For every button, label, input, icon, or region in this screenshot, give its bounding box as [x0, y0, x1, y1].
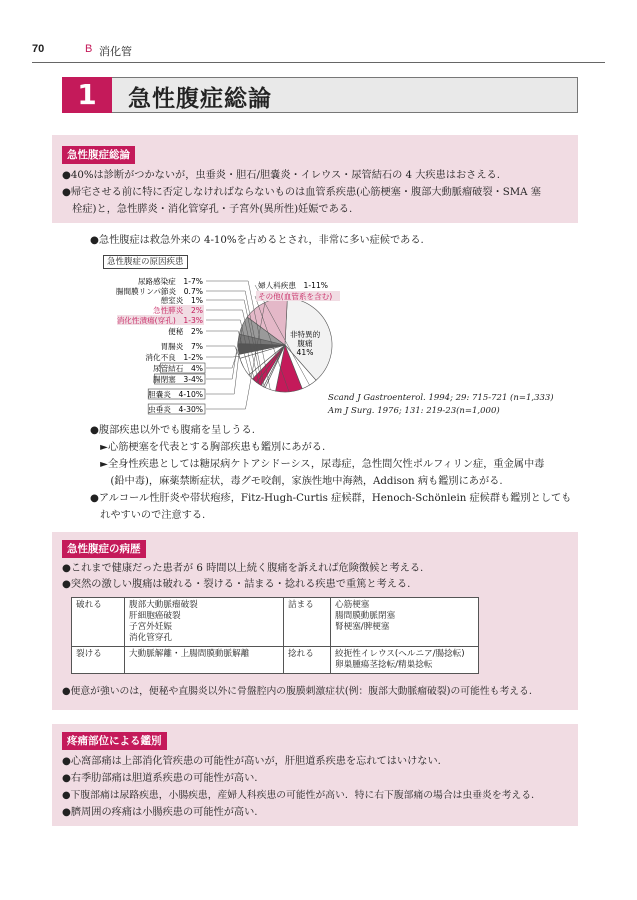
- pie-data-label: 急性膵炎 2%: [152, 306, 203, 315]
- body-line: (鉛中毒)，麻薬禁断症状，毒グモ咬創，家族性地中海熱，Addison 病も鑑別にあがる.: [90, 476, 503, 487]
- pie-data-label: 便秘 2%: [168, 327, 203, 336]
- chart-caption: 急性腹症の原因疾患: [103, 255, 188, 269]
- incidence-line: ●急性腹症は救急外来の 4-10%を占めるとされ，非常に多い症候である.: [90, 235, 424, 246]
- body-line: ►心筋梗塞を代表とする胸部疾患も鑑別にあがる.: [90, 442, 326, 453]
- history-line: ●便意が強いのは，便秘や直腸炎以外に骨盤腔内の腹膜刺激症状(例：腹部大動脈瘤破裂)の可能性も考える.: [62, 686, 532, 697]
- table-cell: 絞扼性イレウス(ヘルニア/腸捻転) 卵巣腫瘍茎捻転/精巣捻転: [331, 647, 479, 674]
- pain-site-line: ●右季肋部痛は胆道系疾患の可能性が高い.: [62, 773, 258, 784]
- pain-site-line: ●心窩部痛は上部消化管疾患の可能性が高いが，肝胆道系疾患を忘れてはいけない.: [62, 756, 441, 767]
- pie-leader-line: [206, 349, 238, 368]
- table-cell: 心筋梗塞 腸間膜動脈閉塞 腎梗塞/脾梗塞: [331, 598, 479, 647]
- summary-box-tab: 急性腹症総論: [62, 146, 135, 164]
- body-line: ●腹部疾患以外でも腹痛を呈しうる.: [90, 425, 255, 436]
- chart-reference: Am J Surg. 1976; 131: 219-23(n=1,000): [328, 406, 500, 416]
- pie-data-label: 憩室炎 1%: [160, 296, 203, 305]
- pie-data-label: 41%: [296, 348, 314, 357]
- body-line: ►全身性疾患としては糖尿病ケトアシドーシス，尿毒症，急性間欠性ポルフィリン症，重金属中毒: [90, 459, 545, 470]
- table-cell: 詰まる: [284, 598, 331, 647]
- pie-leader-line: [206, 356, 239, 357]
- table-cell: 裂ける: [72, 647, 125, 674]
- table-row: [72, 598, 479, 647]
- history-line: ●突然の激しい腹痛は破れる・裂ける・詰まる・捻れる疾患で重篤と考える.: [62, 579, 411, 590]
- page-number: 70: [32, 43, 45, 55]
- summary-line: ●帰宅させる前に特に否定しなければならないものは血管系疾患(心筋梗塞・腹部大動脈瘤破裂・SMA 塞: [62, 187, 541, 198]
- table-cell: 捻れる: [284, 647, 331, 674]
- chapter-title: 急性腹症総論: [128, 86, 272, 112]
- chart-reference: Scand J Gastroenterol. 1994; 29: 715-721 (n=1,333): [328, 393, 554, 403]
- summary-line: 栓症)と，急性膵炎・消化管穿孔・子宮外(異所性)妊娠である.: [62, 204, 353, 215]
- pie-leader-line: [206, 339, 238, 379]
- pain-site-line: ●下腹部痛は尿路疾患，小腸疾患，産婦人科疾患の可能性が高い．特に右下腹部痛の場合は虫垂炎を考える.: [62, 790, 535, 801]
- pie-data-label: その他(血管系を含む): [258, 292, 333, 301]
- table-cell: 腹部大動脈瘤破裂 肝細胞癌破裂 子宮外妊娠 消化管穿孔: [125, 598, 284, 647]
- pie-chart: [100, 270, 350, 420]
- pie-data-label: 消化性潰瘍(穿孔) 1-3%: [116, 316, 203, 325]
- pie-data-label: 尿路感染症 1-7%: [137, 277, 203, 286]
- pie-leader-line: [206, 325, 242, 394]
- body-line: れやすいので注意する.: [90, 510, 206, 521]
- causes-table: [71, 597, 479, 674]
- pie-data-label: 尿管結石 4%: [152, 364, 203, 373]
- history-box-tab: 急性腹症の病歴: [62, 540, 146, 558]
- pain-site-box-tab: 疼痛部位による鑑別: [62, 732, 167, 750]
- pie-data-label: 胆嚢炎 4-10%: [148, 390, 203, 399]
- history-line: ●これまで健康だった患者が 6 時間以上続く腹痛を訴えれば危険徴候と考える.: [62, 563, 424, 574]
- pie-data-label: 婦人科疾患 1-11%: [258, 281, 329, 290]
- pie-data-label: 腹痛: [297, 339, 313, 348]
- chapter-number: 1: [62, 77, 112, 113]
- table-cell: 破れる: [72, 598, 125, 647]
- section-letter: B: [85, 43, 93, 55]
- body-line: ●アルコール性肝炎や帯状疱疹，Fitz-Hugh-Curtis 症候群，Henoch-Schönlein 症候群も鑑別としても: [90, 493, 572, 504]
- pain-site-line: ●臍周囲の疼痛は小腸疾患の可能性が高い.: [62, 807, 258, 818]
- table-row: [72, 647, 479, 674]
- header-rule: [32, 62, 605, 63]
- pie-data-label: 消化不良 1-2%: [145, 353, 203, 362]
- pie-data-label: 非特異的: [289, 330, 321, 339]
- pie-data-label: 腸閉塞 3-4%: [153, 375, 203, 384]
- section-name: 消化管: [99, 45, 132, 58]
- pie-data-label: 胃腸炎 7%: [160, 342, 203, 351]
- pie-data-label: 腸間膜リンパ節炎 0.7%: [115, 287, 203, 296]
- pie-data-label: 虫垂炎 4-30%: [148, 405, 203, 414]
- table-cell: 大動脈解離・上腸間膜動脈解離: [125, 647, 284, 674]
- summary-line: ●40%は診断がつかないが，虫垂炎・胆石/胆嚢炎・イレウス・尿管結石の 4 大疾患はおさえる.: [62, 170, 500, 181]
